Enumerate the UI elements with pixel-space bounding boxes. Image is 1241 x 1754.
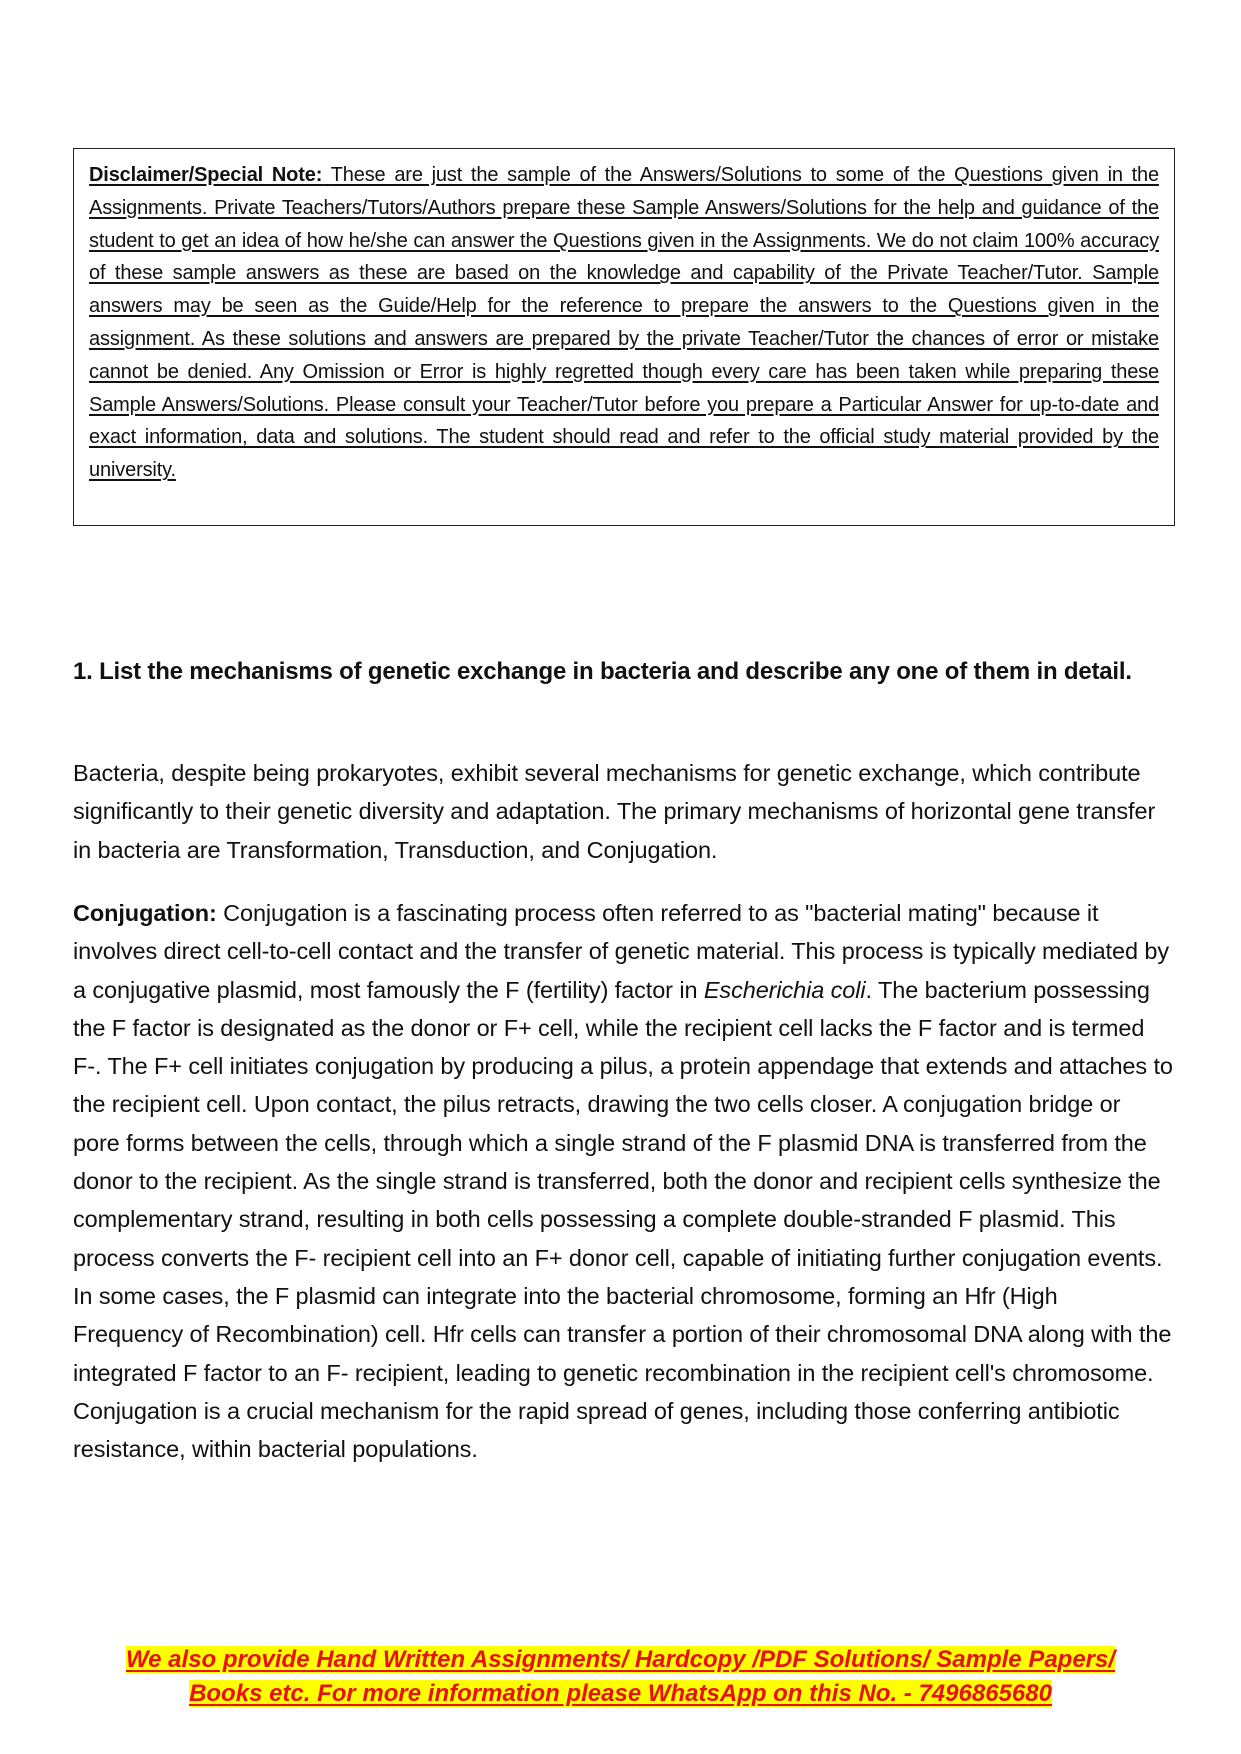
- disclaimer-lead: Disclaimer/Special Note:: [89, 164, 323, 186]
- disclaimer-box: [73, 148, 1175, 526]
- question-heading: 1. List the mechanisms of genetic exchange in bacteria and describe any one of them in detail.: [73, 658, 1132, 685]
- intro-paragraph: Bacteria, despite being prokaryotes, exhibit several mechanisms for genetic exchange, which contribute significantly to their genetic diversity and adaptation. The primary mechanisms of horizontal gene transfer in bacteria are Transformation, Transduction, and Conjugation.: [73, 760, 1156, 863]
- species-name: Escherichia coli: [703, 976, 866, 1003]
- disclaimer-text: [89, 159, 1159, 487]
- footer-line-1: We also provide Hand Written Assignments/ Hardcopy /PDF Solutions/ Sample Papers/: [125, 1646, 1116, 1673]
- conjugation-text-after: . The bacterium possessing the F factor is designated as the donor or F+ cell, while the recipient cell lacks the F factor and is termed F-. The F+ cell initiates conjugation by producing a pilus, a protein appendage that extends and attaches to the recipient cell. Upon contact, the pilus retracts, drawing the two cells closer. A conjugation bridge or pore forms between the cells, through which a single strand of the F plasmid DNA is transferred from the donor to the recipient. As the single strand is transferred, both the donor and recipient cells synthesize the complementary strand, resulting in both cells possessing a complete double-stranded F plasmid. This process converts the F- recipient cell into an F+ donor cell, capable of initiating further conjugation events. In some cases, the F plasmid can integrate into the bacterial chromosome, forming an Hfr (High Frequency of Recombination) cell. Hfr cells can transfer a portion of their chromosomal DNA along with the integrated F factor to an F- recipient, leading to genetic recombination in the recipient cell's chromosome. Conjugation is a crucial mechanism for the rapid spread of genes, including those conferring antibiotic resistance, within bacterial populations.: [73, 976, 1173, 1463]
- disclaimer-body: These are just the sample of the Answers/Solutions to some of the Questions given in the Assignments. Private Teachers/Tutors/Authors prepare these Sample Answers/Solutions for the help and guidance of the student to get an idea of how he/she can answer the Questions given in the Assignments. We do not claim 100% accuracy of these sample answers as these are based on the knowledge and capability of the Private Teacher/Tutor. Sample answers may be seen as the Guide/Help for the reference to prepare the answers to the Questions given in the assignment. As these solutions and answers are prepared by the private Teacher/Tutor the chances of error or mistake cannot be denied. Any Omission or Error is highly regretted though every care has been taken while preparing these Sample Answers/Solutions. Please consult your Teacher/Tutor before you prepare a Particular Answer for up-to-date and exact information, data and solutions. The student should read and refer to the official study material provided by the university.: [89, 164, 1159, 482]
- footer-promo: [0, 1643, 1241, 1711]
- conjugation-paragraph: [73, 894, 1173, 1468]
- footer-line-2: Books etc. For more information please WhatsApp on this No. - 7496865680: [189, 1680, 1052, 1707]
- conjugation-lead: Conjugation:: [73, 900, 217, 926]
- conjugation-text-before: Conjugation is a fascinating process often referred to as "bacterial mating" because it involves direct cell-to-cell contact and the transfer of genetic material. This process is typically mediated by a conjugative plasmid, most famously the F (fertility) factor in: [73, 900, 1169, 1003]
